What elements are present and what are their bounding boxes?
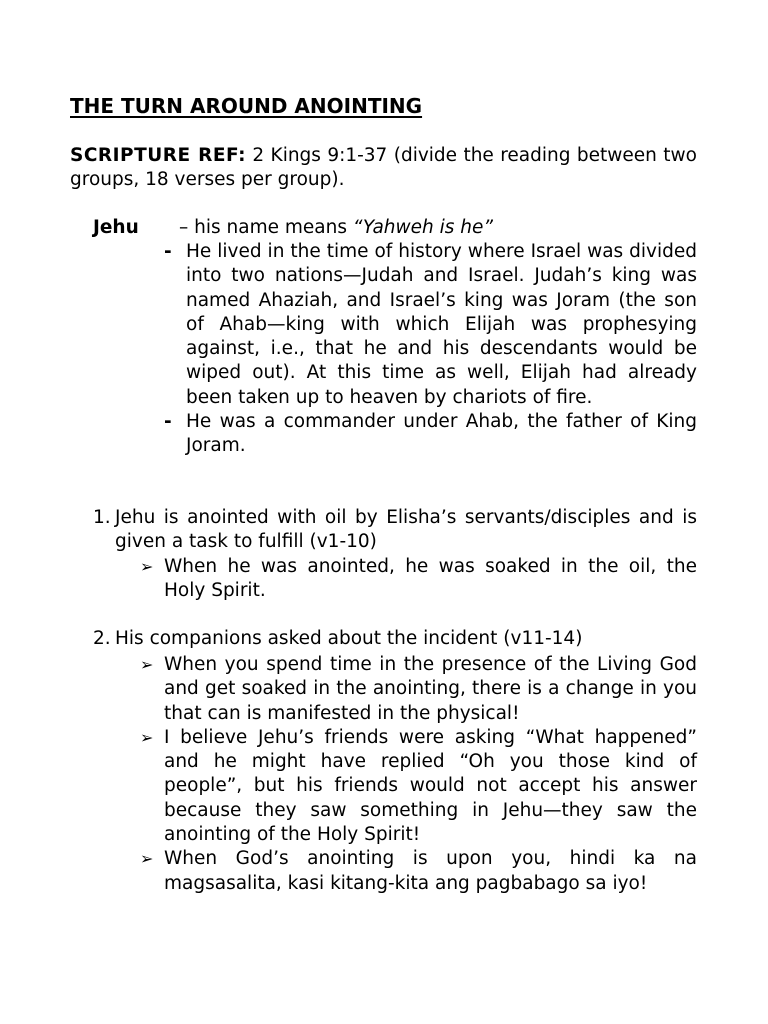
arrow-bullet-icon: ➢ (140, 727, 154, 747)
jehu-point-text: He was a commander under Ahab, the father of King Joram. (186, 411, 697, 457)
section-number: 2. (93, 628, 111, 649)
scripture-label: SCRIPTURE REF: (70, 145, 246, 166)
jehu-name: Jehu (93, 217, 139, 238)
arrow-bullet-icon: ➢ (140, 557, 154, 576)
section-heading-text: Jehu is anointed with oil by Elisha’s servants/disciples and is given a task to fulfill (v1-10) (115, 507, 697, 553)
section-2-points (140, 653, 697, 896)
section-1-points (140, 555, 697, 604)
section-point-text: When he was anointed, he was soaked in the oil, the Holy Spirit. (164, 556, 697, 602)
section-2-heading (93, 627, 697, 651)
section-point-text: When you spend time in the presence of the Living God and get soaked in the anointing, there is a change in you that can is manifested in the physical! (164, 654, 697, 724)
jehu-point-text: He lived in the time of history where Israel was divided into two nations—Judah and Israel. Judah’s king was named Ahaziah, and Israel’s king was Joram (the son of Ahab—king with which Elijah was prophesying against, i.e., that he and his descendants would be wiped out). At this time as well, Elijah had already been taken up to heaven by chariots of fire. (186, 241, 697, 408)
section-point-text: I believe Jehu’s friends were asking “What happened” and he might have replied “Oh you those kind of people”, but his friends would not accept his answer because they saw something in Jehu—they saw the anointing of the Holy Spirit! (164, 726, 697, 846)
jehu-meaning: “Yahweh is he” (352, 217, 494, 238)
list-item (140, 653, 697, 726)
arrow-bullet-icon: ➢ (140, 655, 154, 674)
scripture-reference (70, 144, 697, 193)
list-item (164, 240, 697, 410)
section-1-heading (93, 506, 697, 555)
jehu-meaning-prefix: – his name means (179, 217, 353, 238)
document-title: THE TURN AROUND ANOINTING (70, 94, 423, 118)
list-item (140, 555, 697, 604)
jehu-heading (93, 216, 493, 240)
section-heading-text: His companions asked about the incident (v11-14) (115, 628, 583, 649)
scripture-text: 2 Kings 9:1-37 (divide the reading between two groups, 18 verses per group). (70, 145, 697, 191)
list-item (164, 410, 697, 459)
list-item (140, 847, 697, 896)
dash-bullet: - (164, 241, 172, 262)
section-point-text: When God’s anointing is upon you, hindi ka na magsasalita, kasi kitang-kita ang pagbabago sa iyo! (164, 848, 697, 894)
arrow-bullet-icon: ➢ (140, 849, 154, 869)
dash-bullet: - (164, 411, 172, 433)
jehu-points (164, 240, 697, 459)
list-item (140, 726, 697, 847)
section-number: 1. (93, 507, 111, 528)
